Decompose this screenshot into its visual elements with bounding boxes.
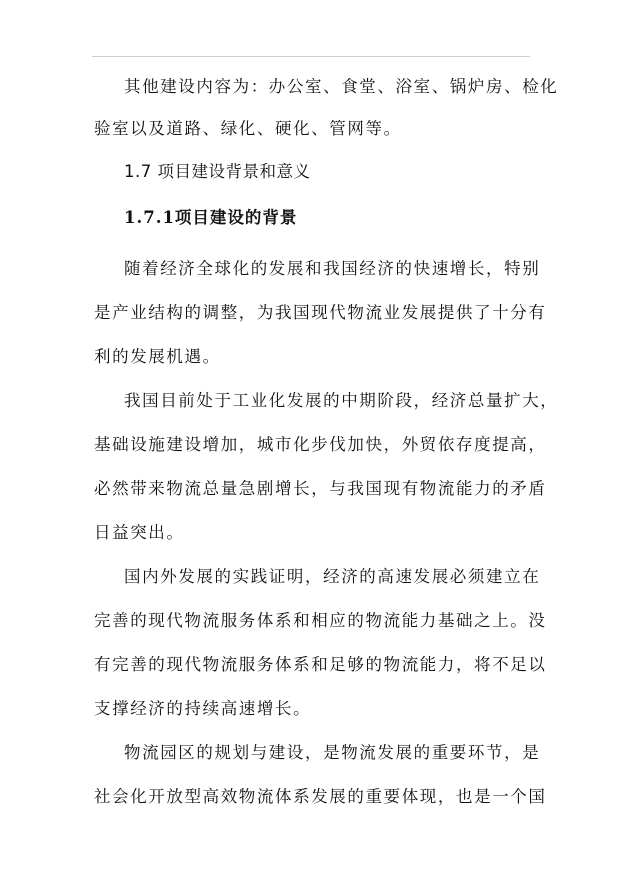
paragraph-industrialization-line-4: 日益突出。 [94, 523, 185, 542]
paragraph-practice-line-2: 完善的现代物流服务体系和相应的物流能力基础之上。没 [94, 611, 547, 630]
paragraph-park-line-2: 社会化开放型高效物流体系发展的重要体现，也是一个国 [94, 787, 547, 806]
paragraph-practice-line-4: 支撑经济的持续高速增长。 [94, 699, 312, 718]
paragraph-industrialization-line-1: 我国目前处于工业化发展的中期阶段，经济总量扩大， [124, 391, 559, 410]
paragraph-industrialization-line-3: 必然带来物流总量急剧增长，与我国现有物流能力的矛盾 [94, 479, 547, 498]
section-heading: 1.7 项目建设背景和意义 [124, 162, 311, 181]
paragraph-industrialization-line-2: 基础设施建设增加，城市化步伐加快，外贸依存度提高， [94, 435, 547, 454]
subsection-heading: 1.7.1项目建设的背景 [124, 208, 298, 227]
paragraph-globalization-line-3: 利的发展机遇。 [94, 347, 221, 366]
header-rule [92, 56, 530, 57]
paragraph-practice-line-1: 国内外发展的实践证明，经济的高速发展必须建立在 [124, 567, 541, 586]
paragraph-globalization-line-2: 是产业结构的调整，为我国现代物流业发展提供了十分有 [94, 303, 547, 322]
paragraph-facilities-line-2: 验室以及道路、绿化、硬化、管网等。 [94, 119, 402, 138]
paragraph-practice-line-3: 有完善的现代物流服务体系和足够的物流能力，将不足以 [94, 655, 547, 674]
paragraph-facilities-line-1: 其他建设内容为：办公室、食堂、浴室、锅炉房、检化 [124, 77, 559, 96]
paragraph-globalization-line-1: 随着经济全球化的发展和我国经济的快速增长，特别 [124, 259, 541, 278]
paragraph-park-line-1: 物流园区的规划与建设，是物流发展的重要环节，是 [124, 743, 541, 762]
